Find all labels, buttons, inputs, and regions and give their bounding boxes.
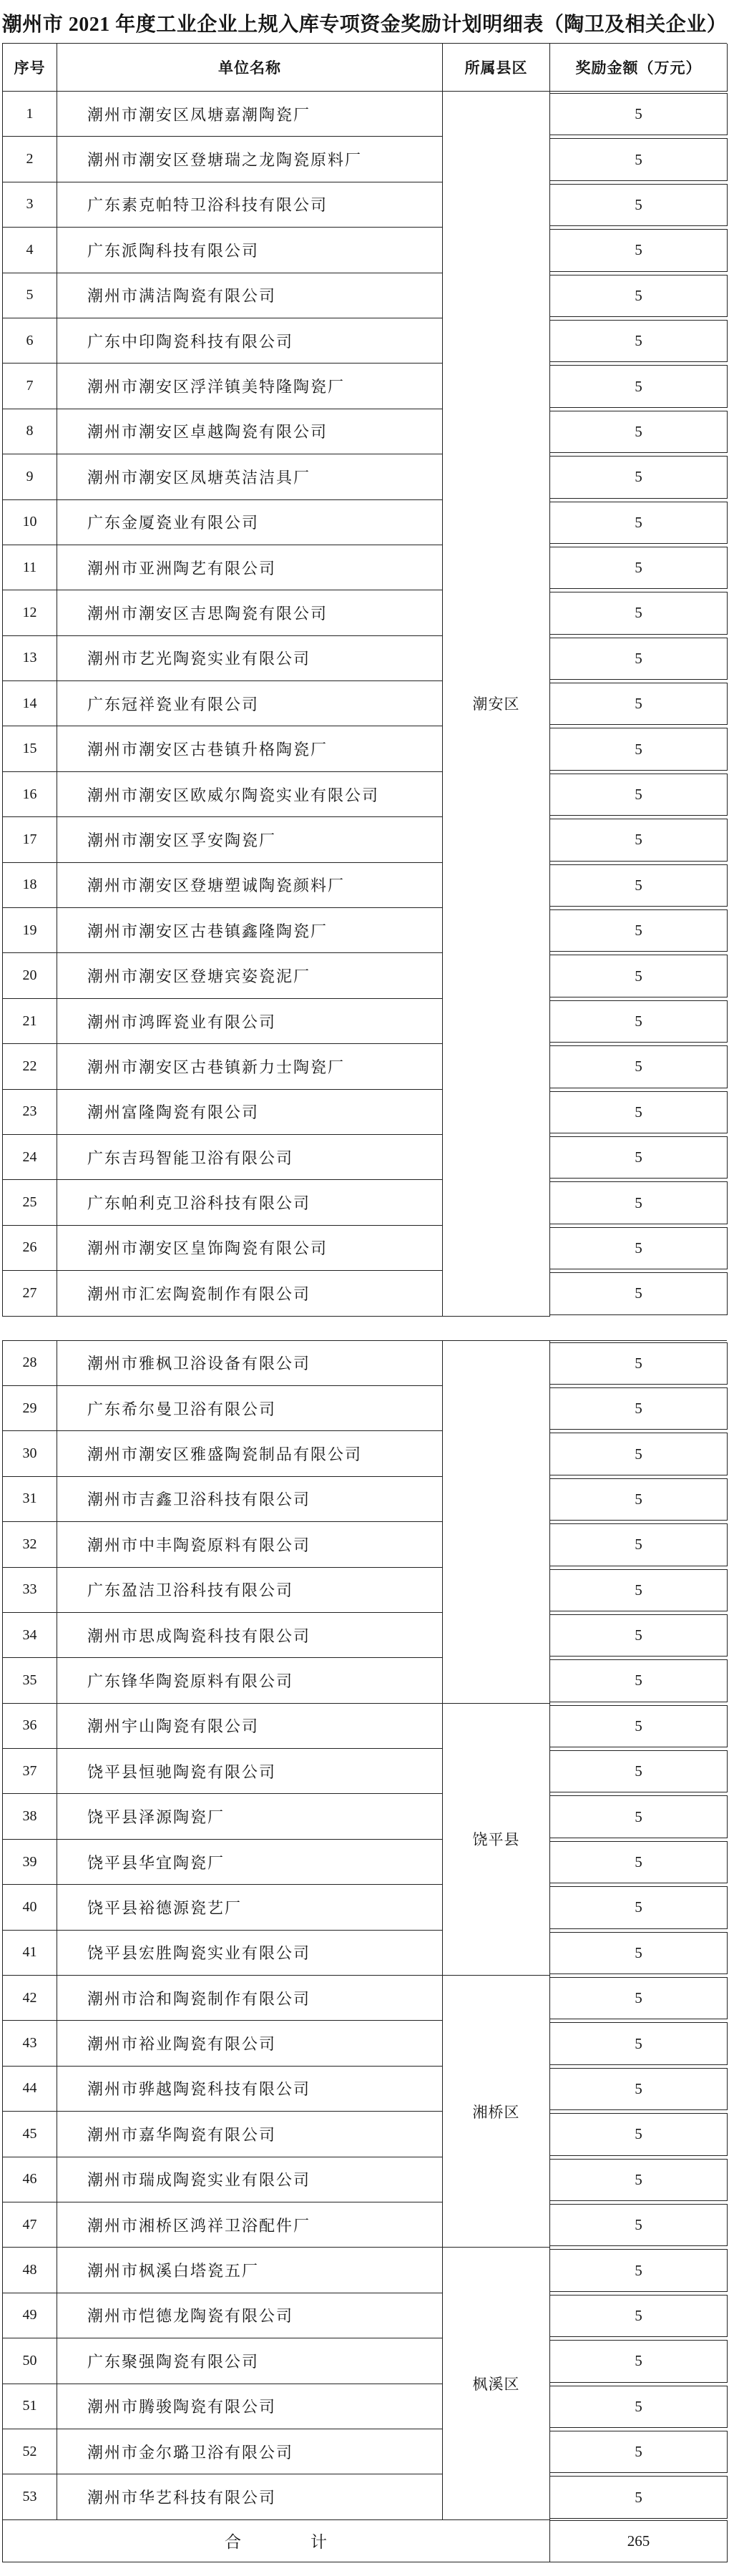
amount-cell (550, 1226, 728, 1271)
company-name-cell: 潮州市嘉华陶瓷有限公司 (57, 2112, 443, 2157)
company-name-cell: 饶平县宏胜陶瓷实业有限公司 (57, 1931, 443, 1976)
seq-cell: 23 (3, 1090, 57, 1135)
seq-cell: 32 (3, 1522, 57, 1567)
seq-cell: 18 (3, 863, 57, 908)
amount-value: 5 (550, 365, 728, 407)
seq-cell: 10 (3, 500, 57, 545)
amount-cell (550, 1568, 728, 1613)
seq-cell: 15 (3, 726, 57, 771)
company-name-cell: 广东希尔曼卫浴有限公司 (57, 1386, 443, 1431)
amount-value: 5 (550, 1000, 728, 1043)
amount-value: 5 (550, 1932, 728, 1974)
amount-cell (550, 182, 728, 228)
amount-cell (550, 1522, 728, 1567)
amount-value: 5 (550, 1523, 728, 1566)
company-name-cell: 潮州市潮安区古巷镇升格陶瓷厂 (57, 726, 443, 771)
company-name-cell: 潮州市雅枫卫浴设备有限公司 (57, 1341, 443, 1386)
amount-value: 5 (550, 320, 728, 362)
company-name-cell: 潮州市潮安区登塘瑞之龙陶瓷原料厂 (57, 137, 443, 182)
amount-value: 5 (550, 1659, 728, 1702)
amount-cell (550, 137, 728, 182)
seq-cell: 25 (3, 1180, 57, 1225)
amount-value: 5 (550, 2295, 728, 2337)
amount-value: 5 (550, 2340, 728, 2382)
company-name-cell: 潮州市裕业陶瓷有限公司 (57, 2021, 443, 2066)
seq-cell: 27 (3, 1271, 57, 1316)
total-label: 合 计 (3, 2520, 550, 2562)
company-name-cell: 潮州市亚洲陶艺有限公司 (57, 545, 443, 590)
seq-cell: 43 (3, 2021, 57, 2066)
company-name-cell: 潮州市鸿晖瓷业有限公司 (57, 999, 443, 1044)
company-name-cell: 潮州市潮安区登塘宾姿瓷泥厂 (57, 953, 443, 998)
seq-cell: 45 (3, 2112, 57, 2157)
header-district: 所属县区 (443, 44, 550, 92)
company-name-cell: 潮州市腾骏陶瓷有限公司 (57, 2384, 443, 2429)
amount-cell (550, 1135, 728, 1180)
company-name-cell: 潮州市满洁陶瓷有限公司 (57, 273, 443, 318)
seq-cell: 9 (3, 454, 57, 499)
amount-cell (550, 2248, 728, 2293)
company-name-cell: 广东锋华陶瓷原料有限公司 (57, 1658, 443, 1703)
amount-cell (550, 1840, 728, 1885)
amount-value: 5 (550, 1227, 728, 1269)
amount-cell (550, 2067, 728, 2112)
amount-value: 5 (550, 592, 728, 634)
amount-value: 5 (550, 1705, 728, 1747)
amount-cell (550, 454, 728, 499)
seq-cell: 4 (3, 228, 57, 273)
amount-cell (550, 1090, 728, 1135)
amount-cell (550, 2021, 728, 2066)
amount-value: 5 (550, 638, 728, 680)
company-name-cell: 潮州市艺光陶瓷实业有限公司 (57, 636, 443, 681)
amount-value: 5 (550, 774, 728, 816)
company-name-cell: 饶平县恒驰陶瓷有限公司 (57, 1749, 443, 1794)
seq-cell: 48 (3, 2248, 57, 2293)
amount-cell (550, 999, 728, 1044)
seq-cell: 50 (3, 2338, 57, 2384)
seq-cell: 14 (3, 681, 57, 726)
seq-cell: 24 (3, 1135, 57, 1180)
amount-cell (550, 772, 728, 817)
amount-value: 5 (550, 138, 728, 180)
company-name-cell: 广东盈洁卫浴科技有限公司 (57, 1568, 443, 1613)
district-cell: 湘桥区 (443, 1976, 550, 2248)
company-name-cell: 广东吉玛智能卫浴有限公司 (57, 1135, 443, 1180)
district-cell: 饶平县 (443, 1704, 550, 1976)
amount-value: 5 (550, 547, 728, 589)
amount-cell (550, 681, 728, 726)
amount-value: 5 (550, 1045, 728, 1088)
amount-value: 5 (550, 1272, 728, 1314)
amount-cell (550, 1931, 728, 1976)
amount-value: 5 (550, 1433, 728, 1475)
seq-cell: 3 (3, 182, 57, 228)
amount-value: 5 (550, 2386, 728, 2428)
amount-cell (550, 1341, 728, 1386)
seq-cell: 53 (3, 2474, 57, 2519)
amount-cell (550, 2157, 728, 2202)
amount-cell (550, 953, 728, 998)
header-amount: 奖励金额（万元） (550, 44, 728, 92)
company-name-cell: 潮州宇山陶瓷有限公司 (57, 1704, 443, 1749)
amount-value: 5 (550, 728, 728, 770)
table-page-2 (2, 1340, 727, 2562)
amount-value: 5 (550, 1342, 728, 1385)
amount-value: 5 (550, 93, 728, 135)
company-name-cell: 潮州市恺德龙陶瓷有限公司 (57, 2293, 443, 2338)
company-name-cell: 潮州市中丰陶瓷原料有限公司 (57, 1522, 443, 1567)
amount-value: 5 (550, 1136, 728, 1179)
seq-cell: 7 (3, 364, 57, 409)
company-name-cell: 潮州市瑞成陶瓷实业有限公司 (57, 2157, 443, 2202)
seq-cell: 46 (3, 2157, 57, 2202)
seq-cell: 49 (3, 2293, 57, 2338)
amount-value: 5 (550, 502, 728, 544)
amount-cell (550, 318, 728, 364)
amount-cell (550, 636, 728, 681)
seq-cell: 52 (3, 2429, 57, 2474)
seq-cell: 42 (3, 1976, 57, 2021)
seq-cell: 16 (3, 772, 57, 817)
seq-cell: 29 (3, 1386, 57, 1431)
table-page-1 (2, 43, 727, 1317)
seq-cell: 36 (3, 1704, 57, 1749)
seq-cell: 28 (3, 1341, 57, 1386)
amount-cell (550, 1976, 728, 2021)
seq-cell: 12 (3, 590, 57, 635)
amount-value: 5 (550, 1977, 728, 2019)
company-name-cell: 潮州市潮安区雅盛陶瓷制品有限公司 (57, 1431, 443, 1476)
company-name-cell: 潮州市潮安区凤塘嘉潮陶瓷厂 (57, 92, 443, 137)
company-name-cell: 广东素克帕特卫浴科技有限公司 (57, 182, 443, 228)
amount-value: 5 (550, 2068, 728, 2110)
company-name-cell: 潮州市潮安区古巷镇鑫隆陶瓷厂 (57, 908, 443, 953)
amount-value: 5 (550, 184, 728, 226)
company-name-cell: 广东帕利克卫浴科技有限公司 (57, 1180, 443, 1225)
amount-value: 5 (550, 864, 728, 907)
seq-cell: 39 (3, 1840, 57, 1885)
seq-cell: 1 (3, 92, 57, 137)
document-title: 潮州市 2021 年度工业企业上规入库专项资金奖励计划明细表（陶卫及相关企业） (1, 14, 728, 36)
seq-cell: 13 (3, 636, 57, 681)
amount-cell (550, 2202, 728, 2248)
amount-value: 5 (550, 2431, 728, 2473)
amount-value: 5 (550, 2159, 728, 2201)
amount-cell (550, 1794, 728, 1839)
amount-cell (550, 1044, 728, 1089)
seq-cell: 47 (3, 2202, 57, 2248)
seq-cell: 8 (3, 409, 57, 454)
district-cell (443, 1341, 550, 1704)
header-company-name: 单位名称 (57, 44, 443, 92)
amount-cell (550, 500, 728, 545)
company-name-cell: 潮州市洽和陶瓷制作有限公司 (57, 1976, 443, 2021)
amount-value: 5 (550, 456, 728, 498)
amount-value: 5 (550, 1614, 728, 1657)
company-name-cell: 潮州市潮安区欧威尔陶瓷实业有限公司 (57, 772, 443, 817)
seq-cell: 5 (3, 273, 57, 318)
header-seq: 序号 (3, 44, 57, 92)
company-name-cell: 广东金厦瓷业有限公司 (57, 500, 443, 545)
amount-cell (550, 1885, 728, 1930)
company-name-cell: 饶平县泽源陶瓷厂 (57, 1794, 443, 1839)
amount-cell (550, 726, 728, 771)
company-name-cell: 广东冠祥瓷业有限公司 (57, 681, 443, 726)
company-name-cell: 潮州市潮安区浮洋镇美特隆陶瓷厂 (57, 364, 443, 409)
seq-cell: 19 (3, 908, 57, 953)
amount-value: 5 (550, 909, 728, 952)
amount-value: 5 (550, 2249, 728, 2291)
amount-value: 5 (550, 2476, 728, 2518)
amount-value: 5 (550, 1795, 728, 1838)
district-cell: 潮安区 (443, 92, 550, 1317)
seq-cell: 17 (3, 817, 57, 862)
seq-cell: 44 (3, 2067, 57, 2112)
seq-cell: 34 (3, 1613, 57, 1658)
amount-value: 5 (550, 2204, 728, 2246)
amount-cell (550, 817, 728, 862)
amount-value: 5 (550, 1886, 728, 1928)
amount-cell (550, 1431, 728, 1476)
seq-cell: 26 (3, 1226, 57, 1271)
amount-cell (550, 2474, 728, 2519)
seq-cell: 33 (3, 1568, 57, 1613)
amount-value: 5 (550, 1091, 728, 1133)
amount-cell (550, 1704, 728, 1749)
amount-cell (550, 863, 728, 908)
amount-cell (550, 1271, 728, 1316)
company-name-cell: 饶平县华宜陶瓷厂 (57, 1840, 443, 1885)
company-name-cell: 饶平县裕德源瓷艺厂 (57, 1885, 443, 1930)
amount-value: 5 (550, 275, 728, 317)
amount-value: 5 (550, 411, 728, 453)
company-name-cell: 广东中印陶瓷科技有限公司 (57, 318, 443, 364)
amount-cell (550, 2338, 728, 2384)
amount-value: 5 (550, 955, 728, 997)
company-name-cell: 潮州市枫溪白塔瓷五厂 (57, 2248, 443, 2293)
seq-cell: 40 (3, 1885, 57, 1930)
amount-value: 5 (550, 1387, 728, 1430)
amount-value: 5 (550, 1569, 728, 1611)
seq-cell: 22 (3, 1044, 57, 1089)
amount-value: 5 (550, 2113, 728, 2155)
seq-cell: 20 (3, 953, 57, 998)
amount-cell (550, 1749, 728, 1794)
amount-value: 5 (550, 1478, 728, 1521)
amount-cell (550, 545, 728, 590)
company-name-cell: 潮州市思成陶瓷科技有限公司 (57, 1613, 443, 1658)
amount-cell (550, 2429, 728, 2474)
company-name-cell: 潮州市潮安区吉思陶瓷有限公司 (57, 590, 443, 635)
seq-cell: 37 (3, 1749, 57, 1794)
company-name-cell: 广东派陶科技有限公司 (57, 228, 443, 273)
amount-value: 5 (550, 819, 728, 861)
amount-value: 5 (550, 683, 728, 725)
district-cell: 枫溪区 (443, 2248, 550, 2519)
amount-value: 5 (550, 1181, 728, 1224)
seq-cell: 51 (3, 2384, 57, 2429)
amount-value: 5 (550, 1841, 728, 1883)
company-name-cell: 潮州富隆陶瓷有限公司 (57, 1090, 443, 1135)
amount-cell (550, 409, 728, 454)
amount-cell (550, 228, 728, 273)
total-amount: 265 (550, 2520, 728, 2562)
seq-cell: 41 (3, 1931, 57, 1976)
seq-cell: 31 (3, 1477, 57, 1522)
company-name-cell: 潮州市潮安区卓越陶瓷有限公司 (57, 409, 443, 454)
company-name-cell: 潮州市潮安区古巷镇新力士陶瓷厂 (57, 1044, 443, 1089)
company-name-cell: 潮州市汇宏陶瓷制作有限公司 (57, 1271, 443, 1316)
amount-cell (550, 92, 728, 137)
amount-value: 5 (550, 229, 728, 271)
company-name-cell: 潮州市金尔璐卫浴有限公司 (57, 2429, 443, 2474)
amount-cell (550, 273, 728, 318)
seq-cell: 38 (3, 1794, 57, 1839)
amount-cell (550, 2112, 728, 2157)
amount-cell (550, 590, 728, 635)
company-name-cell: 潮州市华艺科技有限公司 (57, 2474, 443, 2519)
company-name-cell: 潮州市潮安区孚安陶瓷厂 (57, 817, 443, 862)
amount-cell (550, 1613, 728, 1658)
seq-cell: 35 (3, 1658, 57, 1703)
company-name-cell: 潮州市湘桥区鸿祥卫浴配件厂 (57, 2202, 443, 2248)
amount-cell (550, 364, 728, 409)
seq-cell: 21 (3, 999, 57, 1044)
amount-cell (550, 908, 728, 953)
amount-cell (550, 1477, 728, 1522)
amount-value: 5 (550, 2022, 728, 2064)
company-name-cell: 潮州市潮安区凤塘英洁洁具厂 (57, 454, 443, 499)
company-name-cell: 潮州市潮安区皇饰陶瓷有限公司 (57, 1226, 443, 1271)
company-name-cell: 潮州市吉鑫卫浴科技有限公司 (57, 1477, 443, 1522)
seq-cell: 2 (3, 137, 57, 182)
company-name-cell: 广东聚强陶瓷有限公司 (57, 2338, 443, 2384)
amount-cell (550, 2384, 728, 2429)
amount-value: 5 (550, 1750, 728, 1792)
amount-cell (550, 1386, 728, 1431)
seq-cell: 11 (3, 545, 57, 590)
company-name-cell: 潮州市潮安区登塘塑诚陶瓷颜料厂 (57, 863, 443, 908)
seq-cell: 30 (3, 1431, 57, 1476)
seq-cell: 6 (3, 318, 57, 364)
company-name-cell: 潮州市骅越陶瓷科技有限公司 (57, 2067, 443, 2112)
amount-cell (550, 1180, 728, 1225)
amount-cell (550, 1658, 728, 1703)
amount-cell (550, 2293, 728, 2338)
